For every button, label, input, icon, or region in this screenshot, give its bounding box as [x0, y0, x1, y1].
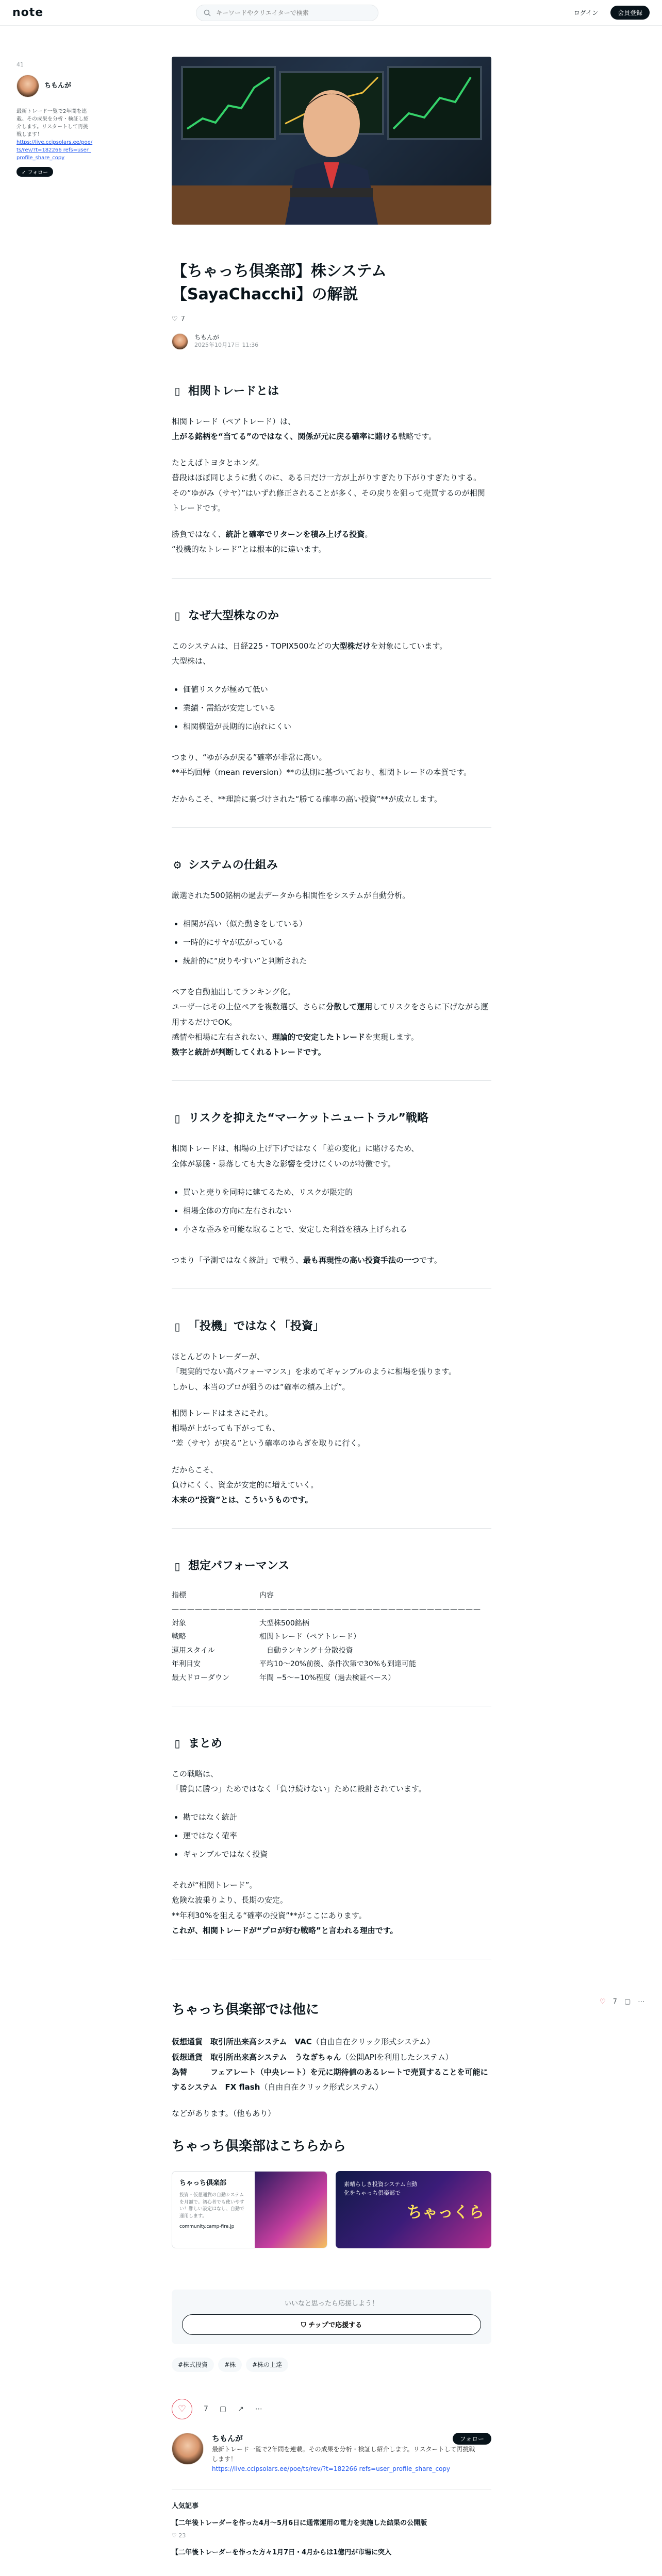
divider: [172, 1080, 491, 1081]
paragraph: つまり「予測ではなく統計」で戦う、最も再現性の高い投資手法の一つです。: [172, 1255, 442, 1265]
section-heading: ⚙ システムの仕組み: [172, 857, 491, 874]
section-icon: ▯: [174, 609, 180, 622]
creator-bio: 最新トレード一覧で2年間を連載。その成果を分析・検証し紹介します。リスタートして再挑戦します！ https://live.ccipsolars.ee/poe/ts/rev/?t=182266 refs=user_profile_share_copy: [16, 109, 93, 161]
tip-icon: ⛉: [301, 2321, 309, 2330]
login-button[interactable]: ログイン: [569, 6, 603, 19]
follow-button[interactable]: ✓ フォロー: [16, 167, 53, 177]
table-row: 対象 大型株500銘柄: [172, 1619, 309, 1628]
list-item: • 相関が高い（似た動きをしている）: [183, 914, 491, 933]
support-text: いいなと思ったら応援しよう！: [284, 2300, 378, 2308]
section-icon: ▯: [174, 1320, 180, 1333]
support-box: [172, 2290, 491, 2344]
section-heading: ▯ 「投機」ではなく「投資」: [172, 1318, 491, 1335]
section-heading: ▯ リスクを抑えた“マーケットニュートラル”戦略: [172, 1110, 491, 1127]
section-heading: ▯ 相関トレードとは: [172, 383, 491, 400]
divider: [172, 578, 491, 579]
paragraph: ペアを自動抽出してランキング化。 ユーザーはその上位ペアを複数選び、さらに分散して運用してリスクをさらに下げながら運用するだけでOK。 感情や相場に左右されない、理論的で安定したトレードを実現します。 数字と統計が判断してくれるトレードです。: [172, 987, 489, 1057]
more-icon[interactable]: ⋯: [255, 2405, 262, 2414]
section-summary: [172, 1735, 491, 1960]
gear-icon: ⚙: [173, 859, 182, 872]
section-correlation-trade: [172, 383, 491, 579]
list-item: • ギャンブルではなく投資: [183, 1845, 491, 1863]
card-desc: 投資・仮想通貨の自動システムを月額で。初心者でも使いやすい！難しい設定はなし、自動で運用します。: [179, 2193, 245, 2219]
paragraph: 相関トレード（ペアトレード）は、 上がる銘柄を“当てる”のではなく、関係が元に戻る確率に賭ける戦略です。: [172, 416, 437, 441]
card-title: ちゃっち倶楽部: [179, 2179, 227, 2188]
comment-icon[interactable]: ▢: [624, 1998, 631, 2006]
sidebar-count: 41: [16, 61, 24, 68]
list-item: • 一時的にサヤが広がっている: [183, 933, 491, 952]
publish-date: 2025年10月17日 11:36: [194, 342, 259, 349]
bullet-list: [183, 680, 491, 736]
popular-item[interactable]: 【二年後トレーダーを作った方々1月7日・4月からは1億円が市場に突入: [172, 2548, 392, 2556]
club-banner[interactable]: [336, 2171, 491, 2248]
like-button[interactable]: ♡: [172, 2399, 192, 2419]
performance-table: [172, 1589, 491, 1685]
club-heading: ちゃっち倶楽部はこちらから: [172, 2138, 346, 2154]
title-likes: [172, 313, 491, 326]
list-item: • 相場全体の方向に左右されない: [183, 1201, 491, 1220]
creator-name[interactable]: ちもんが: [44, 82, 72, 90]
bullet-list: [183, 1183, 491, 1239]
list-item: • 相関構造が長期的に崩れにくい: [183, 717, 491, 736]
tag-list: [172, 2358, 491, 2372]
paragraph: 仮想通貨 取引所出来高システム VAC（自由自在クリック形式システム） 仮想通貨 取引所出来高システム うなぎちゃん（公開APIを利用したシステム） 為替 フェアレート（中央レート）を元に期待値のあるレートで売買することを可能にするシステム FX flash（自由自在クリック形式システム）: [172, 2037, 488, 2092]
section-why-large-cap: [172, 607, 491, 828]
section-icon: ▯: [174, 1112, 180, 1125]
paragraph: ほとんどのトレーダーが、 「現実的でない高パフォーマンス」を求めてギャンブルのように相場を張ります。 しかし、本当のプロが狙うのは“確率の積み上げ”。: [172, 1352, 457, 1392]
tag[interactable]: #株式投資: [172, 2358, 214, 2372]
table-header: 指標 内容: [172, 1591, 274, 1600]
section-performance: [172, 1557, 491, 1706]
paragraph: だからこそ、 負けにくく、資金が安定的に増えていく。 本来の“投資”とは、こういうものです。: [172, 1465, 319, 1505]
action-bar: [172, 2399, 491, 2419]
search-icon: [204, 9, 211, 16]
float-actions: [600, 1996, 644, 2009]
paragraph: などがあります。（他もあり）: [172, 2109, 276, 2119]
section-system-mechanism: [172, 857, 491, 1081]
author-card-follow-button[interactable]: フォロー: [453, 2433, 491, 2445]
author-row[interactable]: [172, 333, 491, 350]
section-heading: ▯ なぜ大型株なのか: [172, 607, 491, 624]
section-icon: ▯: [174, 1737, 180, 1750]
author-avatar[interactable]: [172, 333, 188, 350]
like-count-top: 7: [180, 315, 185, 323]
paragraph: つまり、“ゆがみが戻る”確率が非常に高い。 **平均回帰（mean reversion）**の法則に基づいており、相関トレードの本質です。: [172, 753, 472, 777]
list-item: • 買いと売りを同時に建てるため、リスクが限定的: [183, 1183, 491, 1201]
section-heading: ▯ まとめ: [172, 1735, 491, 1752]
table-rule: ————————————————————————————————————————: [172, 1605, 481, 1614]
divider: [172, 1528, 491, 1529]
more-icon[interactable]: ⋯: [638, 1998, 645, 2006]
comment-icon[interactable]: ▢: [219, 2405, 227, 2414]
author-card-avatar[interactable]: [172, 2433, 204, 2465]
popular-meta: ♡ 23: [172, 2532, 186, 2539]
signup-button[interactable]: 会員登録: [610, 6, 650, 20]
list-item: • 業績・需給が安定している: [183, 699, 491, 717]
section-heading: ▯ 想定パフォーマンス: [172, 1557, 491, 1574]
paragraph: たとえばトヨタとホンダ。 普段はほぼ同じように動くのに、ある日だけ一方が上がりすぎたり下がりすぎたりする。 その“ゆがみ（サヤ）”はいずれ修正されることが多く、その戻りを狙って売買するのが相関トレードです。: [172, 458, 485, 513]
article-title: 【ちゃっち倶楽部】株システム【SayaChacchi】の解説: [172, 262, 387, 303]
paragraph: 相関トレードは、相場の上げ下げではなく「差の変化」に賭けるため、 全体が暴騰・暴落しても大きな影響を受けにくいのが特徴です。: [172, 1144, 419, 1168]
note-logo[interactable]: note: [12, 6, 44, 19]
banner-text: 素晴らしき投資システム自動化をちゃっち倶楽部で: [344, 2181, 417, 2196]
card-url: community.camp-fire.jp: [179, 2224, 235, 2230]
section-club: [172, 2137, 491, 2248]
paragraph: だからこそ、**理論に裏づけされた“勝てる確率の高い投資”**が成立します。: [172, 794, 442, 804]
article-main: [172, 57, 491, 2560]
table-row: 年利目安 平均10〜20%前後、条件次第で30%も到達可能: [172, 1660, 417, 1669]
list-item: • 勘ではなく統計: [183, 1808, 491, 1826]
author-card: [172, 2433, 491, 2474]
avatar[interactable]: [16, 75, 39, 97]
banner-brand: ちゃっくら: [407, 2204, 484, 2222]
like-count-bottom: 7: [204, 2405, 208, 2414]
section-icon: ▯: [174, 385, 180, 398]
list-item: • 運ではなく確率: [183, 1826, 491, 1845]
bullet-list: [183, 914, 491, 970]
hero-image: [172, 57, 491, 225]
popular-articles: [172, 2489, 491, 2557]
author-name[interactable]: ちもんが: [194, 333, 220, 341]
section-market-neutral: [172, 1110, 491, 1289]
creator-link[interactable]: https://live.ccipsolars.ee/poe/ts/rev/?t=182266 refs=user_profile_share_copy: [16, 140, 93, 161]
card-thumbnail: [255, 2172, 327, 2248]
paragraph: それが“相関トレード”。 危険な波乗りより、長期の安定。 **年利30%を狙える“確率の投資”**がここにあります。 これが、相関トレードが“プロが好む戦略”と言われる理由です。: [172, 1880, 398, 1935]
heart-icon[interactable]: ♡: [600, 1998, 606, 2006]
club-link-card[interactable]: [172, 2171, 327, 2248]
author-card-name[interactable]: ちもんが: [212, 2434, 243, 2444]
popular-heading: 人気記事: [172, 2502, 199, 2511]
section-icon: ▯: [174, 1560, 180, 1572]
tip-button[interactable]: ⛉ チップで応援する: [182, 2314, 481, 2335]
table-row: 運用スタイル 自動ランキング＋分散投資: [172, 1646, 353, 1655]
tag[interactable]: #株の上達: [246, 2358, 288, 2372]
list-item: • 統計的に“戻りやすい”と判断された: [183, 952, 491, 970]
top-header: [0, 0, 662, 26]
paragraph: 勝負ではなく、統計と確率でリターンを積み上げる投資。 “投機的なトレード”とは根本的に違います。: [172, 530, 373, 554]
table-row: 戦略 相関トレード（ペアトレード）: [172, 1633, 360, 1641]
sidebar-creator[interactable]: [16, 75, 93, 97]
divider: [172, 827, 491, 828]
others-heading: ちゃっち倶楽部では他に: [172, 2002, 320, 2018]
search-input[interactable]: [216, 9, 371, 16]
table-row: 最大ドローダウン 年間 −5〜−10%程度（過去検証ベース）: [172, 1674, 395, 1682]
paragraph: 厳選された500銘柄の過去データから相関性をシステムが自動分析。: [172, 890, 410, 900]
heart-icon[interactable]: ♡: [172, 315, 178, 323]
tag[interactable]: #株: [218, 2358, 242, 2372]
paragraph: このシステムは、日経225・TOPIX500などの大型株だけを対象にしています。 大型株は、: [172, 641, 448, 666]
author-card-link[interactable]: https://live.ccipsolars.ee/poe/ts/rev/?t=182266 refs=user_profile_share_copy: [212, 2465, 451, 2473]
share-icon[interactable]: ↗: [238, 2405, 244, 2414]
like-count: 7: [613, 1998, 617, 2006]
sidebar: [16, 61, 93, 180]
paragraph: この戦略は、 「勝負に勝つ」ためではなく「負け続けない」ために設計されています。: [172, 1769, 426, 1793]
author-card-bio: 最新トレード一覧で2年間を連載。その成果を分析・検証し紹介します。リスタートして再挑戦します！ https://live.ccipsolars.ee/poe/ts/rev/?t=182266 refs=user_profile_share_copy: [212, 2445, 475, 2473]
bullet-list: [183, 1808, 491, 1863]
popular-item[interactable]: 【二年後トレーダーを作った4月～5月6日に通常運用の電力を実施した結果の公開版: [172, 2519, 427, 2528]
list-item: • 小さな歪みを可能な取ることで、安定した利益を積み上げられる: [183, 1220, 491, 1239]
list-item: • 価値リスクが極めて低い: [183, 680, 491, 699]
section-investment-not-speculation: [172, 1318, 491, 1529]
search-box[interactable]: [196, 5, 378, 21]
paragraph: 相関トレードはまさにそれ。 相場が上がっても下がっても、 “差（サヤ）が戻る”という確率のゆらぎを取りに行く。: [172, 1408, 366, 1448]
section-others: [172, 2001, 491, 2122]
